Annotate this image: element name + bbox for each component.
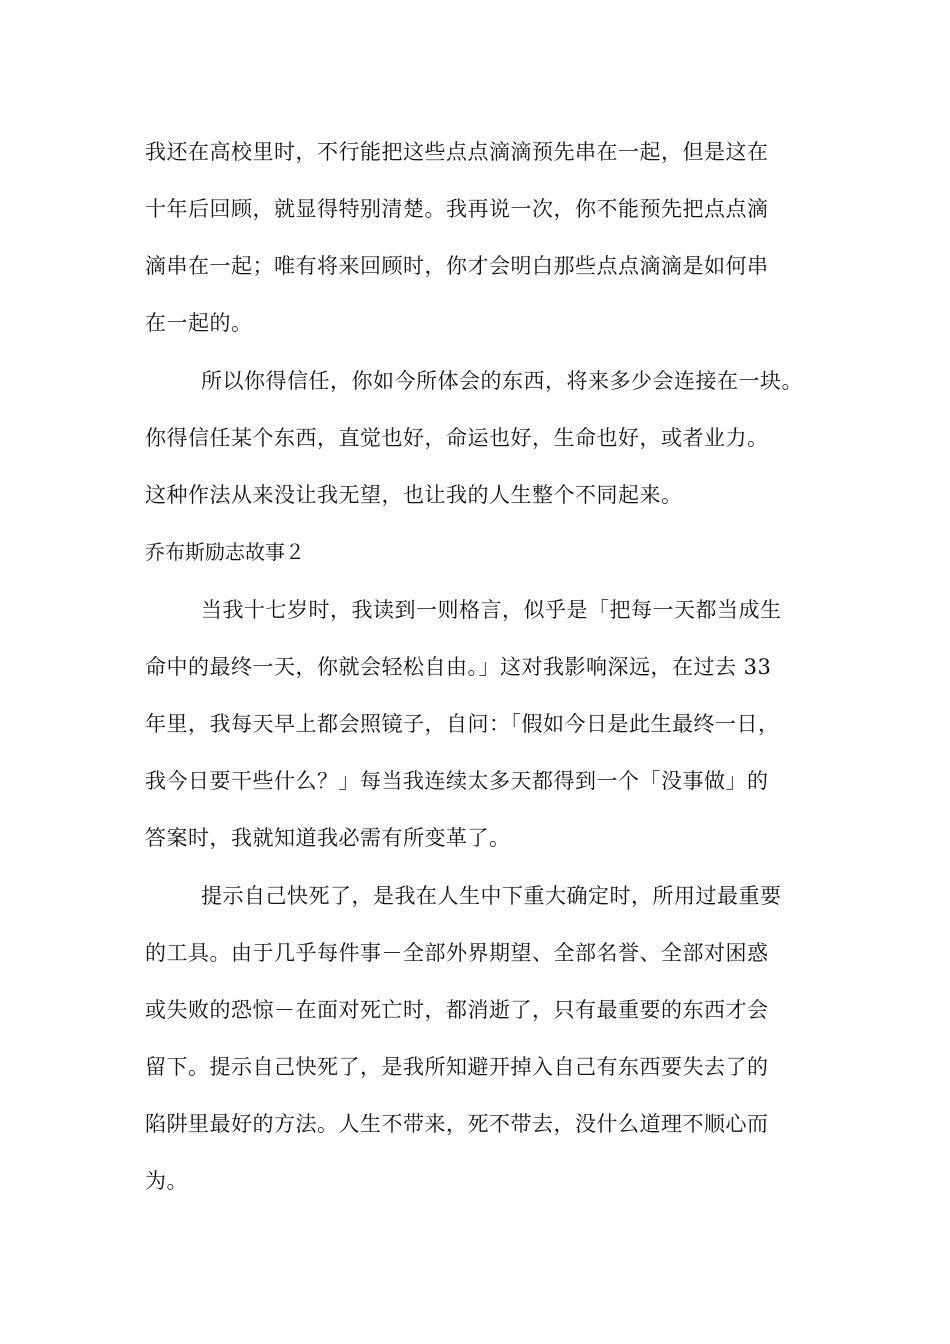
text-line: 当我十七岁时，我读到一则格言，似乎是「把每一天都当成生 — [201, 598, 782, 622]
text-line: 提示自己快死了，是我在人生中下重大确定时，所用过最重要 — [201, 884, 782, 908]
text-line: 为。 — [145, 1169, 188, 1193]
text-line: 你得信任某个东西，直觉也好，命运也好，生命也好，或者业力。 — [145, 426, 769, 450]
heading-text: 乔布斯励志故事２ — [145, 540, 305, 564]
text-line: 在一起的。 — [145, 311, 253, 335]
text-line: 滴串在一起；唯有将来回顾时，你才会明白那些点点滴滴是如何串 — [145, 254, 769, 278]
text-line: 或失败的恐惊－在面对死亡时，都消逝了，只有最重要的东西才会 — [145, 998, 769, 1022]
text-line: 答案时，我就知道我必需有所变革了。 — [145, 826, 511, 850]
text-line: 留下。提示自己快死了，是我所知避开掉入自己有东西要失去了的 — [145, 1055, 769, 1079]
text-line: 的工具。由于几乎每件事－全部外界期望、全部名誉、全部对困惑 — [145, 941, 769, 965]
text-line: 这种作法从来没让我无望，也让我的人生整个不同起来。 — [145, 483, 683, 507]
text-line: 年里，我每天早上都会照镜子，自问：「假如今日是此生最终一日， — [145, 712, 780, 736]
text-line: 十年后回顾，就显得特别清楚。我再说一次，你不能预先把点点滴 — [145, 197, 769, 221]
text-line: 我还在高校里时，不行能把这些点点滴滴预先串在一起，但是这在 — [145, 140, 769, 164]
text-line: 我今日要干些什么？」每当我连续太多天都得到一个「没事做」的 — [145, 769, 769, 793]
text-line: 所以你得信任，你如今所体会的东西，将来多少会连接在一块。 — [201, 369, 803, 393]
text-line: 命中的最终一天，你就会轻松自由。」这对我影响深远，在过去 33 — [145, 655, 772, 679]
text-line: 陷阱里最好的方法。人生不带来，死不带去，没什么道理不顺心而 — [145, 1112, 769, 1136]
